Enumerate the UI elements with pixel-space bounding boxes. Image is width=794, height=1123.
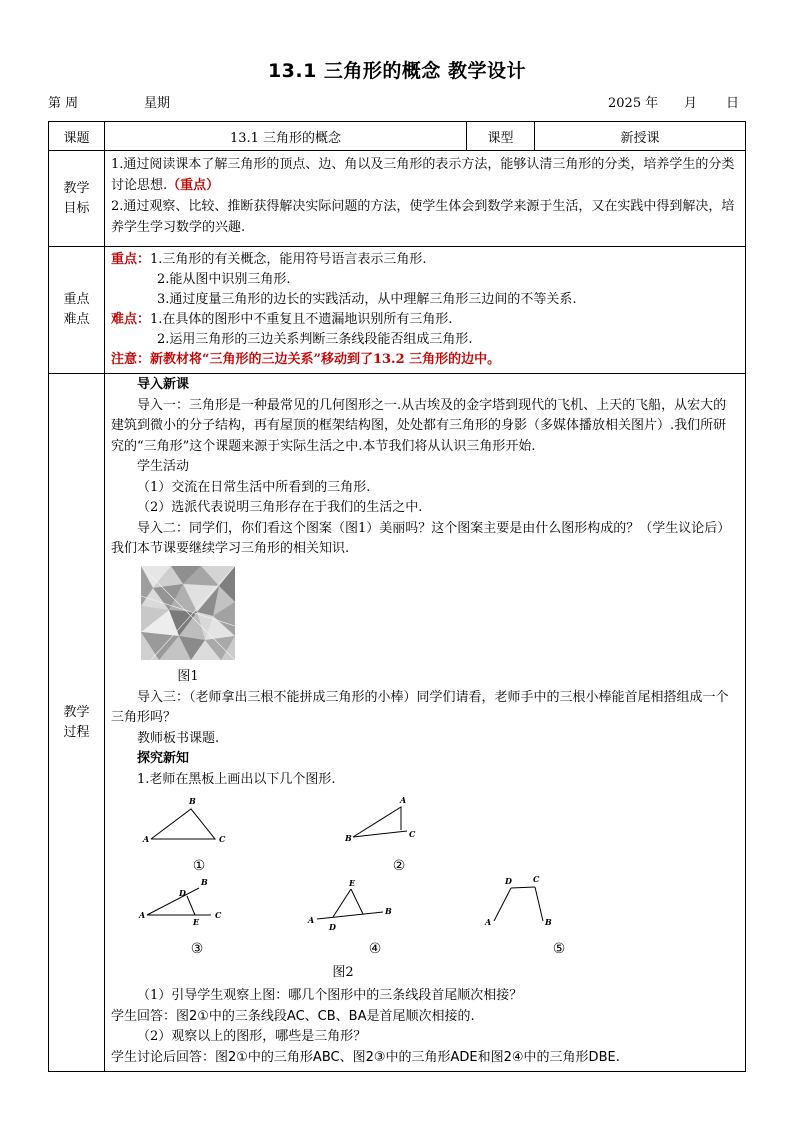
goal-key-marker: （重点）	[167, 178, 220, 193]
figure-2-caption: 图2	[332, 965, 354, 980]
board-note: 教师板书课题.	[137, 730, 220, 746]
fig-label-3: ③	[190, 941, 204, 957]
key-heading: 重点：	[111, 252, 151, 267]
f5-pt-a: A	[485, 917, 492, 927]
f1-pt-a: A	[143, 834, 150, 844]
process-label	[49, 374, 105, 1072]
f2-pt-a: A	[400, 795, 407, 805]
year-label: 2025 年	[608, 96, 659, 111]
month-label: 月	[684, 96, 698, 111]
topic-label: 课题	[49, 122, 105, 151]
week-label: 第 周	[48, 96, 79, 111]
goal-item-2: 2.通过观察、比较、推断获得解决实际问题的方法，使学生体会到数学来源于生活，又在实践中得到解决，培养学生学习数学的兴趣.	[111, 199, 735, 235]
intro-3: 导入三：（老师拿出三根不能拼成三角形的小棒）同学们请看，老师手中的三根小棒能首尾相搭组成一个三角形吗？	[111, 689, 729, 725]
f2-pt-b: B	[345, 833, 352, 843]
goals-label	[49, 151, 105, 247]
fig-label-2: ②	[392, 858, 406, 874]
explore-item-1: 1.老师在黑板上画出以下几个图形.	[137, 771, 336, 787]
answer-1: 学生回答：图2①中的三条线段AC、CB、BA是首尾顺次相接的.	[111, 1008, 475, 1024]
note-text: 注意：新教材将“三角形的三边关系”移动到了13.2 三角形的边中。	[111, 352, 501, 367]
keypoints-label-2: 难点	[63, 312, 90, 327]
question-1: （1）引导学生观察上图：哪几个图形中的三条线段首尾顺次相接？	[137, 988, 523, 1003]
goals-label-2: 目标	[63, 200, 90, 216]
day-label: 日	[726, 96, 740, 111]
activity-item-1: （1）交流在日常生活中所看到的三角形.	[137, 479, 371, 495]
key-item-2: 2.能从图中识别三角形.	[157, 272, 291, 287]
weekday-label: 星期	[144, 96, 171, 111]
activity-item-2: （2）选派代表说明三角形存在于我们的生活之中.	[137, 500, 423, 515]
f3-pt-d: D	[179, 888, 186, 898]
lesson-type-label: 课型	[467, 122, 535, 151]
goals-label-1: 教学	[63, 180, 90, 196]
f2-pt-c: C	[409, 829, 416, 839]
f4-pt-b: B	[385, 906, 392, 916]
question-2: （2）观察以上的图形，哪些是三角形？	[137, 1029, 367, 1044]
goal-item-1	[111, 154, 739, 196]
goal-item-1-text: 1.通过阅读课本了解三角形的顶点、边、角以及三角形的表示方法，能够认清三角形的分类，培养学生的分类讨论思想.	[111, 157, 735, 193]
f1-pt-c: C	[219, 834, 226, 844]
f4-pt-d: D	[329, 922, 336, 932]
key-item-3: 3.通过度量三角形的边长的实践活动，从中理解三角形三边间的不等关系.	[157, 292, 577, 307]
keypoints-content	[105, 247, 746, 374]
student-activity: 学生活动	[137, 459, 190, 474]
lesson-type-value: 新授课	[535, 122, 746, 151]
figure-1-caption: 图1	[177, 669, 199, 684]
f3-pt-b: B	[201, 877, 208, 887]
goals-content	[105, 151, 746, 247]
f3-pt-c: C	[215, 910, 222, 920]
f3-pt-a: A	[139, 910, 146, 920]
fig-label-5: ⑤	[552, 941, 566, 957]
difficulty-item-2: 2.运用三角形的三边关系判断三条线段能否组成三角形.	[157, 332, 473, 347]
lesson-plan-table	[48, 121, 746, 1072]
keypoints-label-1: 重点	[63, 292, 90, 307]
mosaic-svg	[141, 566, 235, 660]
f1-pt-b: B	[189, 796, 196, 806]
document-title: 13.1 三角形的概念 教学设计	[267, 60, 527, 82]
f4-pt-a: A	[308, 915, 315, 925]
difficulty-heading: 难点：	[111, 312, 151, 327]
f3-pt-e: E	[193, 917, 200, 927]
explore-heading: 探究新知	[137, 751, 190, 766]
f5-pt-d: D	[505, 876, 512, 886]
f5-pt-c: C	[533, 874, 540, 884]
topic-value: 13.1 三角形的概念	[105, 122, 467, 151]
process-content	[105, 374, 746, 1072]
intro-1: 导入一：三角形是一种最常见的几何图形之一.从古埃及的金字塔到现代的飞机、上天的飞船，从宏大的建筑到微小的分子结构，再有屋顶的框架结构图，处处都有三角形的身影（多媒体播放相关图片）.我们所研究的“三角形”这个课题来源于实际生活之中.本节我们将从认识三角形开始.	[111, 397, 727, 454]
process-label-2: 过程	[63, 724, 90, 740]
f5-pt-b: B	[545, 917, 552, 927]
figure-2-svg	[111, 790, 731, 986]
triangle-mosaic-image	[141, 566, 739, 668]
intro-2: 导入二：同学们，你们看这个图案（图1）美丽吗？这个图案主要是由什么图形构成的？（学生议论后）我们本节课要继续学习三角形的相关知识.	[111, 520, 731, 556]
figure-2	[111, 790, 731, 986]
fig-label-1: ①	[192, 858, 206, 874]
key-item-1: 1.三角形的有关概念，能用符号语言表示三角形.	[150, 252, 427, 267]
fig-label-4: ④	[368, 941, 382, 957]
f4-pt-e: E	[349, 878, 356, 888]
difficulty-item-1: 1.在具体的图形中不重复且不遗漏地识别所有三角形.	[150, 312, 453, 327]
answer-2: 学生讨论后回答：图2①中的三角形ABC、图2③中的三角形ADE和图2④中的三角形DBE.	[111, 1049, 620, 1065]
intro-heading: 导入新课	[137, 377, 190, 392]
process-label-1: 教学	[63, 704, 90, 720]
keypoints-label	[49, 247, 105, 374]
